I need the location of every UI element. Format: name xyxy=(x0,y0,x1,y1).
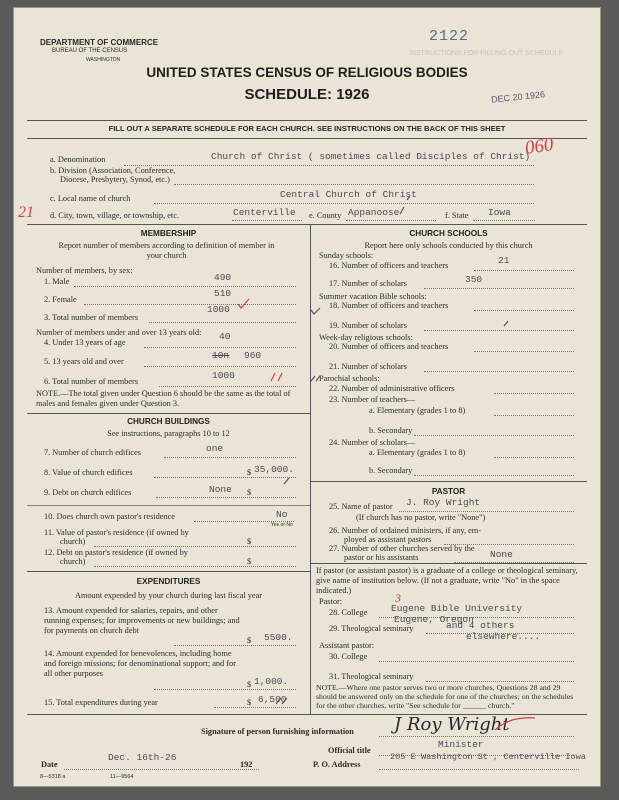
q15-label: 15. Total expenditures during year xyxy=(44,698,158,707)
q7-label: 7. Number of church edifices xyxy=(44,448,141,457)
q8-value[interactable]: 35,000. xyxy=(254,464,294,475)
page-title: UNITED STATES CENSUS OF RELIGIOUS BODIES xyxy=(146,65,468,80)
signature[interactable]: J Roy Wright xyxy=(394,714,510,735)
membership-heading: MEMBERSHIP xyxy=(140,229,197,238)
q14-dollar: $ xyxy=(247,680,252,689)
q25-value[interactable]: J. Roy Wright xyxy=(406,497,481,508)
q24b-label: b. Secondary xyxy=(369,466,413,475)
signature-label: Signature of person furnishing information xyxy=(201,727,354,736)
by-age-label: Number of members under and over 13 years old: xyxy=(36,328,202,337)
county-value[interactable]: Appanoose xyxy=(348,207,400,218)
q16-label: 16. Number of officers and teachers xyxy=(329,261,449,270)
q24-label: 24. Number of scholars— xyxy=(329,438,416,447)
q26-label-2: ployed as assistant pastors xyxy=(344,535,432,544)
college-note: If pastor (or assistant pastor) is a graduate of a college or theological seminary, give name of institution below. (If not a graduate, write "No" in the space indicated.) xyxy=(316,566,578,595)
q11-dollar: $ xyxy=(247,537,252,546)
red-code-mark: 060 xyxy=(523,134,555,159)
q23-label: 23. Number of teachers— xyxy=(329,395,416,404)
bureau-label: BUREAU OF THE CENSUS xyxy=(52,48,128,54)
print-number: 11—9564 xyxy=(110,774,134,780)
q15-dollar: $ xyxy=(247,698,252,707)
schools-heading: CHURCH SCHOOLS xyxy=(409,229,488,238)
margin-mark: 21 xyxy=(18,204,34,221)
q28-value-2[interactable]: Eugene, Oregon xyxy=(394,614,474,625)
official-title-label: Official title xyxy=(328,746,371,755)
q3-value[interactable]: 1000 xyxy=(207,304,230,315)
pastor-heading: PASTOR xyxy=(431,487,466,496)
q24a-label: a. Elementary (grades 1 to 8) xyxy=(369,448,466,457)
q23a-label: a. Elementary (grades 1 to 8) xyxy=(369,406,466,415)
address-value[interactable]: 205 E Washington St , Centerville Iowa xyxy=(390,752,586,762)
q10-hint: Yes or No xyxy=(271,522,293,528)
denomination-label: a. Denomination xyxy=(50,155,106,164)
q17-value[interactable]: 350 xyxy=(465,274,483,285)
q15-value[interactable]: 6,500 xyxy=(258,694,287,705)
faint-heading: INSTRUCTIONS FOR FILLING OUT SCHEDULE xyxy=(409,50,564,57)
expenditures-sub: Amount expended by your church during last fiscal year xyxy=(74,591,263,600)
q1-label: 1. Male xyxy=(44,277,70,286)
city-town-value[interactable]: Centerville xyxy=(233,207,296,218)
q26-label: 26. Number of ordained ministers, if any, em- xyxy=(329,526,481,535)
address-label: P. O. Address xyxy=(313,760,361,769)
q17-label: 17. Number of scholars xyxy=(329,279,407,288)
q27-label: 27. Number of other churches served by the xyxy=(329,544,475,553)
form-number: 8—5318 a xyxy=(40,774,66,780)
q22-label: 22. Number of administrative officers xyxy=(329,384,455,393)
buildings-heading: CHURCH BUILDINGS xyxy=(127,417,210,426)
q7-value[interactable]: one xyxy=(206,443,224,454)
parochial-label: Parochial schools: xyxy=(319,374,380,383)
q28-mark: 3 xyxy=(395,591,401,605)
q9-value[interactable]: None xyxy=(209,484,232,495)
q13-dollar: $ xyxy=(247,636,252,645)
sunday-label: Sunday schools: xyxy=(319,251,374,260)
assistant-sub-label: Assistant pastor: xyxy=(319,641,375,650)
by-sex-label: Number of members, by sex: xyxy=(36,266,133,275)
summer-label: Summer vacation Bible schools: xyxy=(319,292,427,301)
q27-value[interactable]: None xyxy=(490,549,513,560)
q1-value[interactable]: 490 xyxy=(214,272,232,283)
q27-label-2: pastor or his assistants xyxy=(344,553,419,562)
serial-number: 2122 xyxy=(429,28,470,45)
q21-label: 21. Number of scholars xyxy=(329,362,407,371)
q11-label: 11. Value of pastor's residence (if owned by xyxy=(44,528,189,537)
q12-label: 12. Debt on pastor's residence (if owned by xyxy=(44,548,188,557)
date-year: 192 xyxy=(240,760,253,769)
q23b-label: b. Secondary xyxy=(369,426,413,435)
q4-label: 4. Under 13 years of age xyxy=(44,338,126,347)
department-label: DEPARTMENT OF COMMERCE xyxy=(40,38,159,47)
q28-value[interactable]: Eugene Bible University xyxy=(391,603,523,614)
membership-intro: Report number of members according to definition of member in your church xyxy=(58,241,275,260)
q31-label: 31. Theological seminary xyxy=(329,672,414,681)
q4-value[interactable]: 40 xyxy=(219,331,231,342)
division-label-2: Diocese, Presbytery, Synod, etc.) xyxy=(60,175,170,184)
q25-label: 25. Name of pastor xyxy=(329,502,393,511)
q18-label: 18. Number of officers and teachers xyxy=(329,301,449,310)
date-label: Date xyxy=(41,760,58,769)
q29-label: 29. Theological seminary xyxy=(329,624,414,633)
q9-dollar: $ xyxy=(247,488,252,497)
instruction-banner: FILL OUT A SEPARATE SCHEDULE FOR EACH CHURCH. SEE INSTRUCTIONS ON THE BACK OF THIS SHEET xyxy=(108,124,506,133)
q14-value[interactable]: 1,000. xyxy=(254,676,289,687)
expenditures-heading: EXPENDITURES xyxy=(136,577,201,586)
pastor-note: NOTE.—Where one pastor serves two or more churches, Questions 28 and 29 should be answered only on the schedule for one of the churches; on the schedules for the other churches, write "See schedule for ______ church." xyxy=(316,683,574,710)
pastor-sub-label: Pastor: xyxy=(319,597,343,606)
q12-dollar: $ xyxy=(247,557,252,566)
state-value[interactable]: Iowa xyxy=(488,207,511,218)
q10-label: 10. Does church own pastor's residence xyxy=(44,512,175,521)
q19-label: 19. Number of scholars xyxy=(329,321,407,330)
q20-label: 20. Number of officers and teachers xyxy=(329,342,449,351)
q2-label: 2. Female xyxy=(44,295,77,304)
q13-value[interactable]: 5500. xyxy=(264,632,293,643)
denomination-value[interactable]: Church of Christ ( sometimes called Disciples of Christ) xyxy=(211,151,531,162)
q14-label: 14. Amount expended for benevolences, including home and foreign missions; for denominational support; and for all other purposes xyxy=(44,649,236,678)
schools-sub: Report here only schools conducted by this church xyxy=(364,241,533,250)
date-value[interactable]: Dec. 16th-26 xyxy=(108,752,177,763)
q8-label: 8. Value of church edifices xyxy=(44,468,133,477)
city-label: WASHINGTON xyxy=(86,57,121,63)
q13-label: 13. Amount expended for salaries, repairs, and other running expenses; for improvements or new buildings; and for payments on church debt xyxy=(44,606,240,635)
division-label: b. Division (Association, Conference, xyxy=(50,166,176,175)
census-schedule-page xyxy=(14,8,600,786)
q16-value[interactable]: 21 xyxy=(498,255,510,266)
q30-label: 30. College xyxy=(329,652,368,661)
q6-label: 6. Total number of members xyxy=(44,377,138,386)
official-title-value[interactable]: Minister xyxy=(438,739,484,750)
local-name-label: c. Local name of church xyxy=(50,194,131,203)
received-date-stamp: DEC 20 1926 xyxy=(490,89,546,105)
q28-label: 28. College xyxy=(329,608,368,617)
county-label: e. County xyxy=(309,211,342,220)
q9-label: 9. Debt on church edifices xyxy=(44,488,132,497)
q11-label-2: church) xyxy=(60,537,86,546)
q5-value[interactable]: 960 xyxy=(244,350,262,361)
q3-label: 3. Total number of members xyxy=(44,313,138,322)
state-label: f. State xyxy=(445,211,469,220)
q29-value-2[interactable]: elsewhere.... xyxy=(466,631,541,642)
local-name-value[interactable]: Central Church of Christ xyxy=(280,189,417,200)
q12-label-2: church) xyxy=(60,557,86,566)
q10-value[interactable]: No xyxy=(276,509,288,520)
q2-value[interactable]: 510 xyxy=(214,288,232,299)
buildings-sub: See instructions, paragraphs 10 to 12 xyxy=(107,429,230,438)
q5-struck-value: 10n xyxy=(212,350,230,361)
q6-value[interactable]: 1000 xyxy=(212,370,235,381)
city-town-label: d. City, town, village, or township, etc. xyxy=(50,211,179,220)
weekday-label: Week-day religious schools: xyxy=(319,333,413,342)
q29-value[interactable]: and 4 others xyxy=(446,620,515,631)
schedule-title: SCHEDULE: 1926 xyxy=(244,86,370,103)
q25-note: (If church has no pastor, write "None") xyxy=(356,513,486,522)
q5-label: 5. 13 years old and over xyxy=(44,357,124,366)
membership-note: NOTE.—The total given under Question 6 should be the same as the total of males and females given under Question 3. xyxy=(36,389,291,408)
q8-dollar: $ xyxy=(247,468,252,477)
